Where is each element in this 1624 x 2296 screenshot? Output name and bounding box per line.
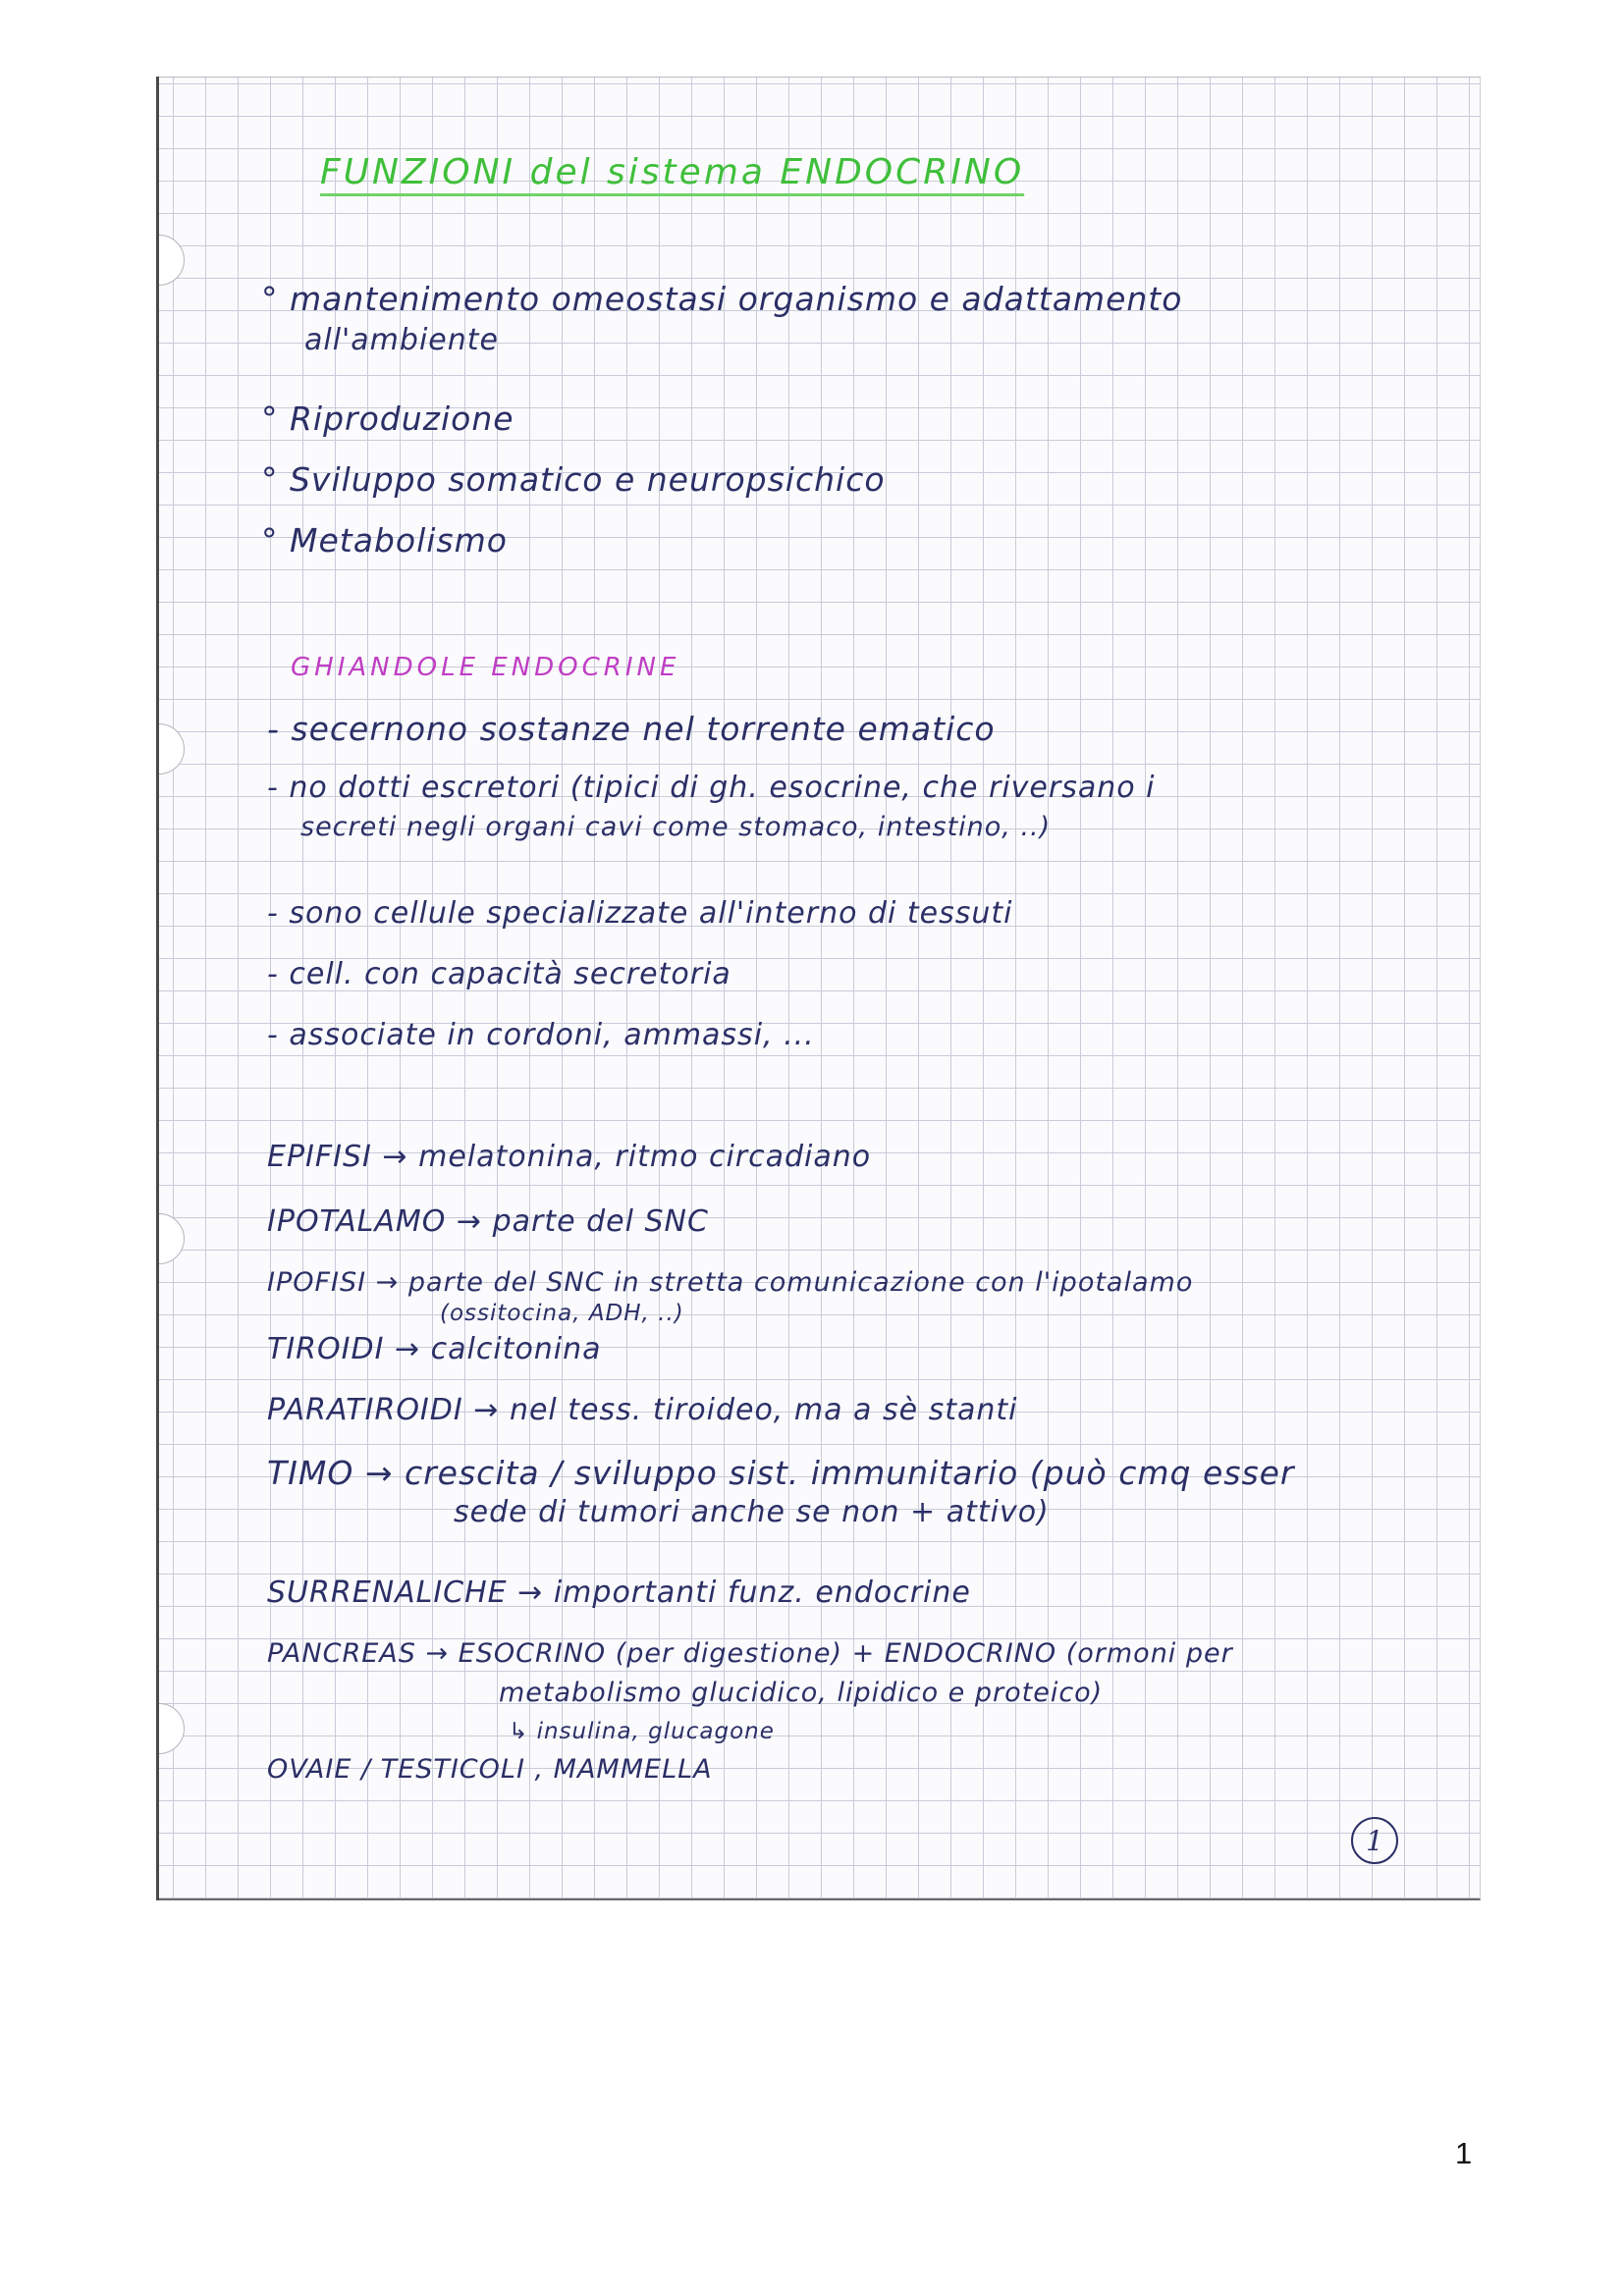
page-number: 1: [1455, 2136, 1473, 2170]
punch-hole: [159, 235, 185, 286]
characteristic-line: - secernono sostanze nel torrente ematico: [267, 710, 996, 748]
characteristic-line: - sono cellule specializzate all'interno di tessuti: [267, 896, 1013, 931]
function-line: ° Metabolismo: [261, 521, 508, 560]
punch-hole: [159, 1703, 185, 1754]
punch-hole: [159, 1213, 185, 1264]
gland-line: IPOTALAMO → parte del SNC: [267, 1204, 709, 1239]
characteristic-line: - associate in cordoni, ammassi, ...: [267, 1018, 815, 1052]
gland-line: IPOFISI → parte del SNC in stretta comunicazione con l'ipotalamo: [267, 1267, 1194, 1298]
function-line: all'ambiente: [304, 323, 499, 357]
gland-line: sede di tumori anche se non + attivo): [454, 1495, 1050, 1529]
characteristic-line: - cell. con capacità secretoria: [267, 957, 731, 991]
function-line: ° Riproduzione: [261, 400, 514, 438]
function-line: ° Sviluppo somatico e neuropsichico: [261, 460, 886, 499]
function-line: ° mantenimento omeostasi organismo e adattamento: [261, 280, 1183, 318]
punch-hole: [159, 723, 185, 774]
gland-line: PANCREAS → ESOCRINO (per digestione) + ENDOCRINO (ormoni per: [267, 1638, 1233, 1669]
gland-line: ↳ insulina, glucagone: [509, 1719, 775, 1744]
characteristic-line: - no dotti escretori (tipici di gh. esocrine, che riversano i: [267, 771, 1156, 805]
gland-line: metabolismo glucidico, lipidico e proteico): [499, 1678, 1104, 1708]
gland-line: SURRENALICHE → importanti funz. endocrine: [267, 1575, 971, 1610]
gland-line: (ossitocina, ADH, ..): [440, 1301, 684, 1326]
section-title: GHIANDOLE ENDOCRINE: [291, 653, 680, 682]
gland-line: EPIFISI → melatonina, ritmo circadiano: [267, 1140, 872, 1174]
gland-line: TIMO → crescita / sviluppo sist. immunitario (può cmq esser: [267, 1454, 1295, 1492]
sheet-number: 1: [1351, 1817, 1398, 1864]
gland-line: OVAIE / TESTICOLI , MAMMELLA: [267, 1754, 713, 1785]
notebook-sheet: [159, 77, 1481, 1900]
gland-line: PARATIROIDI → nel tess. tiroideo, ma a sè stanti: [267, 1393, 1018, 1427]
characteristic-line: secreti negli organi cavi come stomaco, intestino, ..): [300, 812, 1052, 842]
gland-line: TIROIDI → calcitonina: [267, 1332, 602, 1366]
notes-title: FUNZIONI del sistema ENDOCRINO: [320, 152, 1025, 192]
